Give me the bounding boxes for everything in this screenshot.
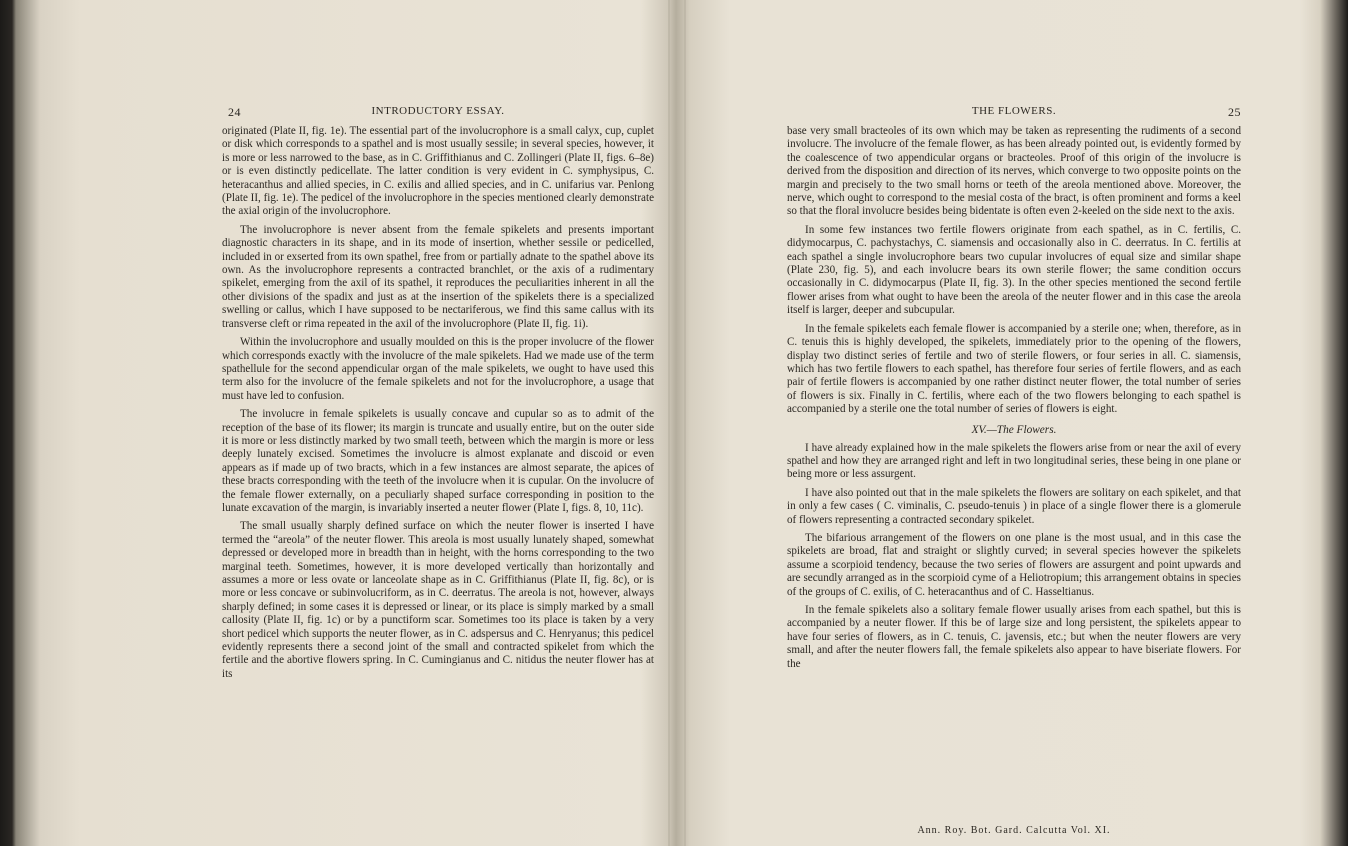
left-page-number: 24 — [228, 105, 241, 119]
right-paragraph-6: The bifarious arrangement of the flowers on one plane is the most usual, and in this case the spikelets are broad, flat and straight or slightly curved; in several species however the spikelets assume a scorpioid tendency, because the two series of flowers are assurgent and point upwards and are secundly arranged as in the scorpioid cyme of a Heliotropium; this arrangement obtains in species of the groups of C. exilis, of C. heteracanthus and of C. Hasseltianus. — [787, 531, 1241, 598]
right-running-head — [787, 105, 1241, 125]
right-running-title: THE FLOWERS. — [971, 105, 1057, 117]
right-paragraph-3: In the female spikelets each female flower is accompanied by a sterile one; when, therefore, as in C. tenuis this is highly developed, the spikelets, immediately prior to the opening of the flowers, display two distinct series of fertile and two of sterile flowers, or four series in all. C. siamensis, which has two fertile flowers to each spathel, has therefore four series of fertile flowers, and as each pair of fertile flowers is accompanied by one rather distinct neuter flower, the total number of series of flowers is six. Finally in C. fertilis, where each of the two flowers belonging to each spathel is accompanied by a sterile one the total number of series of flowers is eight. — [787, 322, 1241, 416]
left-running-head — [222, 105, 654, 125]
right-paragraph-2: In some few instances two fertile flowers originate from each spathel, as in C. fertilis, C. didymocarpus, C. pachystachys, C. siamensis and occasionally also in C. deerratus. In C. fertilis at each spathel a single involucrophore bears two cupular involucres of equal size and similar shape (Plate 230, fig. 5), and each involucre bears its own sterile flower; the same condition occurs occasionally in C. didymocarpus (Plate II, fig. 3). In the other species mentioned the second fertile flower arises from what ought to have been the areola of the neuter flower and in this case the areola itself is larger, deeper and subcupular. — [787, 223, 1241, 317]
left-paragraph-1: originated (Plate II, fig. 1e). The essential part of the involucrophore is a small calyx, cup, cuplet or disk which corresponds to a spathel and is most usually sessile; in several species, however, it is more or less narrowed to the base, as in C. Griffithianus and C. Zollingeri (Plate II, figs. 6–8e) or is even distinctly pedicellate. The latter condition is very evident in C. symphysipus, C. heteracanthus and allied species, in C. exilis and allied species, and in C. unifarius var. Penlong (Plate II, fig. 1e). The pedicel of the involucrophore in the species mentioned clearly demonstrate the axial origin of the involucrophore. — [222, 125, 654, 218]
page-footer: Ann. Roy. Bot. Gard. Calcutta Vol. XI. — [917, 825, 1111, 836]
left-page — [222, 105, 654, 686]
right-paragraph-7: In the female spikelets also a solitary female flower usually arises from each spathel, but this is accompanied by a neuter flower. If this be of large size and long persistent, the spikelets appear to have four series of flowers, as in C. tenuis, C. javensis, etc.; but when the neuter flowers are very small, and after the neuter flowers fall, the female spikelets also appear to have biseriate flowers. For the — [787, 604, 1241, 670]
left-running-title: INTRODUCTORY ESSAY. — [371, 105, 505, 117]
left-paragraph-4: The involucre in female spikelets is usually concave and cupular so as to admit of the reception of the base of its flower; its margin is truncate and usually entire, but on the outer side it is more or less distinctly marked by two small teeth, between which the margin is more or less deeply lunately excised. Sometimes the involucre is almost explanate and discoid or even appears as if made up of two bracts, which in a few instances are almost separate, the apices of these bracts corresponding with the teeth of the involucre when it is cupular. On the involucre of the female flower externally, on a peculiarly shaped surface corresponding in position to the lunate excavation of the margin, is invariably inserted a neuter flower (Plate I, figs. 8, 10, 11c). — [222, 408, 654, 514]
section-heading: XV.—The Flowers. — [971, 423, 1057, 436]
right-paragraph-5: I have also pointed out that in the male spikelets the flowers are solitary on each spikelet, and that in only a few cases ( C. viminalis, C. pseudo-tenuis ) in place of a single flower there is a glomerule of flowers representing a contracted secondary spikelet. — [787, 486, 1241, 526]
left-paragraph-5: The small usually sharply defined surface on which the neuter flower is inserted I have termed the “areola” of the neuter flower. This areola is most usually lunately shaped, somewhat depressed or developed more in breadth than in height, with the horns corresponding to the two marginal teeth. Sometimes, however, it is more developed vertically than horizontally and assumes a more or less ovate or lanceolate shape as in C. Griffithianus (Plate II, fig. 8c), or is more or less concave or subinvolucriform, as in C. deerratus. The areola is not, however, always sharply defined; in some cases it is depressed or linear, or its place is simply marked by a small callosity (Plate II, fig. 1c) or by a punctiform scar. Sometimes too its place is taken by a very short pedicel which supports the neuter flower, as in C. adspersus and C. Henryanus; this pedicel evidently represents there a second joint of the small and contracted spikelet from which the fertile and the abortive flowers spring. In C. Cumingianus and C. nitidus the neuter flower has at its — [222, 520, 654, 680]
left-paragraph-3: Within the involucrophore and usually moulded on this is the proper involucre of the flower which corresponds exactly with the involucre of the male spikelets. Had we made use of the term spathellule for the second appendicular organ of the male spikelets, we ought to have used this term also for the involucre of the female spikelets and not for the involucrophore, a usage that must have led to confusion. — [222, 336, 654, 402]
right-paragraph-1: base very small bracteoles of its own which may be taken as representing the rudiments of a second involucre. The involucre of the female flower, as has been already pointed out, is evidently formed by the coalescence of two appendicular organs or bracteoles. Proof of this origin of the involucre is derived from the disposition and direction of its nerves, which converge to two opposite points on the margin and precisely to the two small horns or teeth of the areola mentioned above. Moreover, the nerve, which ought to correspond to the mesial costa of the bract, is often prominent and forms a keel so that the floral involucre besides being bidentate is often even 2-keeled on the side next to the axis. — [787, 125, 1241, 218]
left-paragraph-2: The involucrophore is never absent from the female spikelets and presents important diagnostic characters in its shape, and in its mode of insertion, whether sessile or pedicelled, included in or exserted from its own spathel, free from or partially adnate to the spathel above its own. As the involucrophore represents a contracted branchlet, or the axis of a rudimentary spikelet, emerging from the axil of its spathel, it reproduces the peculiarities inherent in all the other divisions of the spadix and just as at the insertion of the spikelets there is a specialized swelling or callus, which I have supposed to be nectariferous, we find this same callus with its transverse cleft or rima repeated in the axil of the involucrophore (Plate II, fig. 1i). — [222, 223, 654, 330]
right-page — [787, 105, 1241, 836]
right-paragraph-4: I have already explained how in the male spikelets the flowers arise from or near the axil of every spathel and how they are arranged right and left in two longitudinal series, these being in one plane or being more or less assurgent. — [787, 441, 1241, 481]
right-page-number: 25 — [1228, 105, 1241, 119]
gutter-left — [668, 0, 670, 846]
gutter-right — [684, 0, 686, 846]
